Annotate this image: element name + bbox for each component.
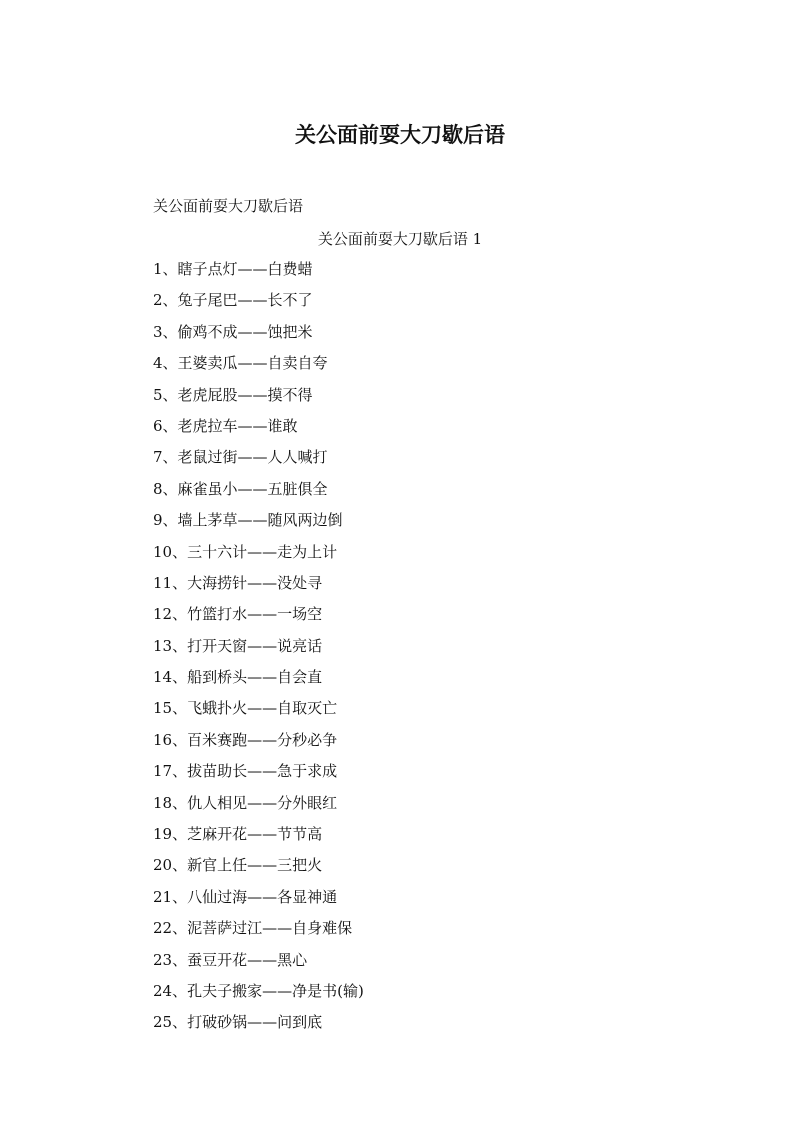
list-item: 10、三十六计——走为上计 [153, 542, 338, 561]
list-item: 7、老鼠过街——人人喊打 [153, 448, 328, 467]
list-item: 25、打破砂锅——问到底 [153, 1013, 323, 1032]
list-item: 3、偷鸡不成——蚀把米 [153, 322, 313, 341]
list-item: 14、船到桥头——自会直 [153, 668, 323, 687]
list-item: 8、麻雀虽小——五脏俱全 [153, 479, 328, 498]
intro-text: 关公面前耍大刀歇后语 [153, 197, 304, 215]
list-item: 4、王婆卖瓜——自卖自夸 [153, 354, 328, 373]
xiehouyu-list [153, 258, 364, 1043]
list-item: 20、新官上任——三把火 [153, 856, 323, 875]
list-item: 19、芝麻开花——节节高 [153, 825, 323, 844]
list-item: 21、八仙过海——各显神通 [153, 887, 338, 906]
list-item: 11、大海捞针——没处寻 [153, 573, 323, 592]
list-item: 12、竹篮打水——一场空 [153, 605, 323, 624]
list-item: 16、百米赛跑——分秒必争 [153, 730, 338, 749]
list-item: 2、兔子尾巴——长不了 [153, 291, 313, 310]
list-item: 9、墙上茅草——随风两边倒 [153, 511, 343, 530]
list-item: 1、瞎子点灯——白费蜡 [153, 260, 313, 278]
list-item: 18、仇人相见——分外眼红 [153, 793, 338, 812]
list-item: 13、打开天窗——说亮话 [153, 636, 323, 655]
section-heading: 关公面前耍大刀歇后语 1 [317, 230, 483, 248]
list-item: 17、拔苗助长——急于求成 [153, 762, 338, 781]
document-title: 关公面前耍大刀歇后语 [295, 123, 505, 147]
list-item: 22、泥菩萨过江——自身难保 [153, 919, 353, 938]
list-item: 23、蚕豆开花——黑心 [153, 950, 308, 969]
list-item: 6、老虎拉车——谁敢 [153, 416, 298, 435]
list-item: 15、飞蛾扑火——自取灭亡 [153, 699, 338, 718]
list-item: 24、孔夫子搬家——净是书(输) [153, 981, 364, 1000]
list-item: 5、老虎屁股——摸不得 [153, 385, 313, 404]
